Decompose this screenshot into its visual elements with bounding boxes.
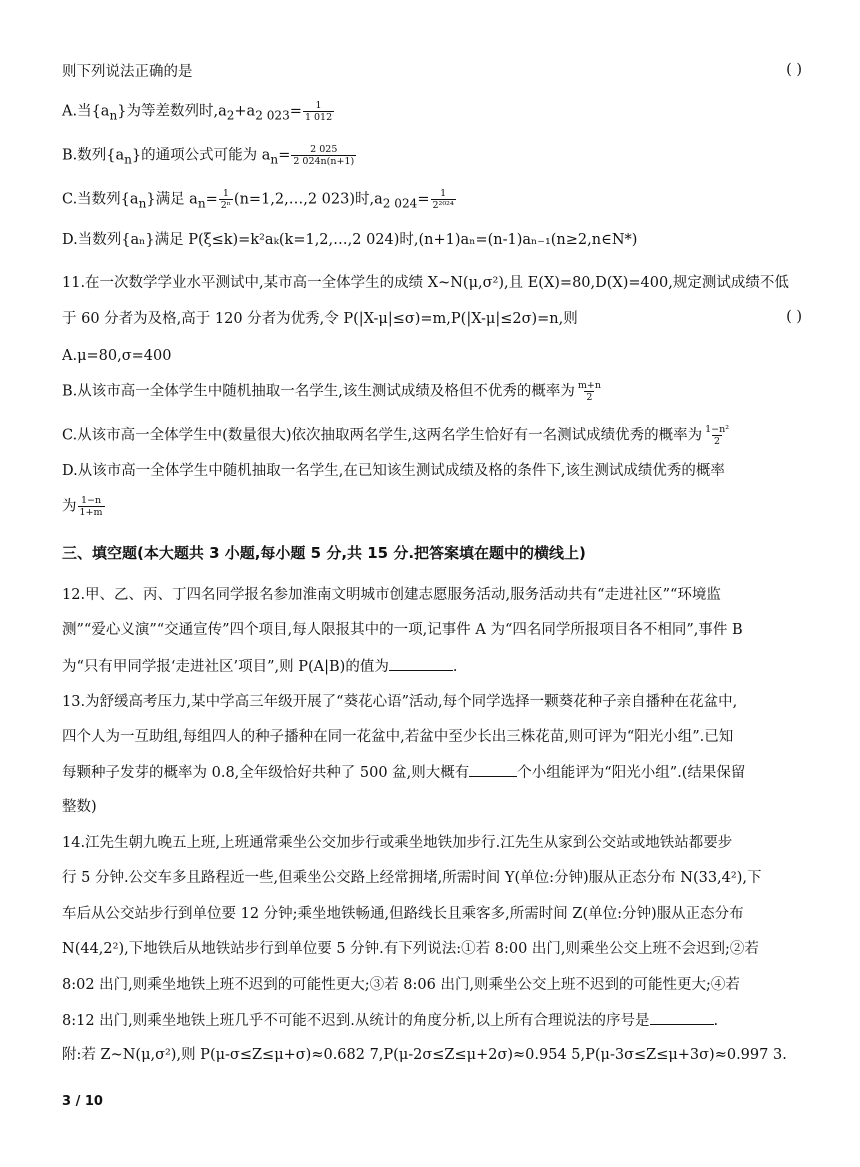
option-10c: C.当数列$\{a_n\}$满足 $a_n=$ $\frac{1}{\text{2ⁿ}}$ (n=1,2,…,2 023)时$,a_{2 024}=$ $\frac{1}{\text{2²⁰²⁴}}$ xyxy=(62,188,454,211)
answer-paren: ( ) xyxy=(786,62,802,78)
option-11d-line2: 为 $\frac{1-n}{1+m}$ xyxy=(62,495,103,518)
fraction: $\frac{2 025}{2 024n(n+1)}$ xyxy=(293,144,355,167)
question-11-line2: 于 60 分者为及格,高于 120 分者为优秀,令 P(|X-μ|≤σ)=m,P(|X-μ|≤2σ)=n,则 xyxy=(62,311,578,327)
option-11b: B.从该市高一全体学生中随机抽取一名学生,该生测试成绩及格但不优秀的概率为 $\frac{m+n}{2}$ xyxy=(62,380,601,403)
option-11c: C.从该市高一全体学生中(数量很大)依次抽取两名学生,这两名学生恰好有一名测试成绩优秀的概率为 $\frac{\text{1−n²}}{2}$ xyxy=(62,424,730,447)
question-14-line2: 行 5 分钟.公交车多且路程近一些,但乘坐公交路上经常拥堵,所需时间 Y(单位:分钟)服从正态分布 N(33,4²),下 xyxy=(62,870,762,886)
question-11-line1: 11.在一次数学学业水平测试中,某市高一全体学生的成绩 X~N(μ,σ²),且 E(X)=80,D(X)=400,规定测试成绩不低 xyxy=(62,275,789,291)
appendix-note: 附:若 Z~N(μ,σ²),则 P(μ-σ≤Z≤μ+σ)≈0.682 7,P(μ-2σ≤Z≤μ+2σ)≈0.954 5,P(μ-3σ≤Z≤μ+3σ)≈0.997 3. xyxy=(62,1047,787,1063)
question-13-line1: 13.为舒缓高考压力,某中学高三年级开展了“葵花心语”活动,每个同学选择一颗葵花种子亲自播种在花盆中, xyxy=(62,694,738,710)
question-stem: 则下列说法正确的是 xyxy=(62,64,193,80)
question-13-line4: 整数) xyxy=(62,799,97,815)
question-12-line2: 测”“爱心义演”“交通宣传”四个项目,每人限报其中的一项,记事件 A 为“四名同学所报项目各不相同”,事件 B xyxy=(62,622,743,638)
fraction: $\frac{1}{\text{2²⁰²⁴}}$ xyxy=(432,188,454,211)
fraction: $\frac{\text{1−n²}}{2}$ xyxy=(705,424,730,447)
option-11d-line1: D.从该市高一全体学生中随机抽取一名学生,在已知该生测试成绩及格的条件下,该生测试成绩优秀的概率 xyxy=(62,463,725,479)
question-14-line5: 8:02 出门,则乘坐地铁上班不迟到的可能性更大;③若 8:06 出门,则乘坐公交上班不迟到的可能性更大;④若 xyxy=(62,977,740,993)
answer-blank[interactable] xyxy=(389,656,453,671)
option-10a: A.当$\{a_n\}$为等差数列时$,a_2+a_{2 023}=$ $\frac{1}{1 012}$ xyxy=(62,100,333,123)
question-12-line1: 12.甲、乙、丙、丁四名同学报名参加淮南文明城市创建志愿服务活动,服务活动共有“走进社区”“环境监 xyxy=(62,587,721,603)
fraction: $\frac{1-n}{1+m}$ xyxy=(79,495,103,518)
answer-blank[interactable] xyxy=(650,1010,714,1025)
fraction: $\frac{1}{\text{2ⁿ}}$ xyxy=(220,188,231,211)
option-11a: A.μ=80,σ=400 xyxy=(62,348,172,364)
answer-paren: ( ) xyxy=(786,309,802,325)
answer-blank[interactable] xyxy=(469,762,517,777)
option-10d: D.当数列{aₙ}满足 P(ξ≤k)=k²aₖ(k=1,2,…,2 024)时,(n+1)aₙ=(n-1)aₙ₋₁(n≥2,n∈N*) xyxy=(62,232,638,248)
fraction: $\frac{1}{1 012}$ xyxy=(304,100,333,123)
fraction: $\frac{m+n}{2}$ xyxy=(577,380,601,403)
question-14-line4: N(44,2²),下地铁后从地铁站步行到单位要 5 分钟.有下列说法:①若 8:00 出门,则乘坐公交上班不会迟到;②若 xyxy=(62,941,759,957)
section-title: 三、填空题(本大题共 3 小题,每小题 5 分,共 15 分.把答案填在题中的横线上) xyxy=(62,544,586,562)
question-13-line3: 每颗种子发芽的概率为 0.8,全年级恰好共种了 500 盆,则大概有 个小组能评为“阳光小组”.(结果保留 xyxy=(62,762,802,783)
question-14-line1: 14.江先生朝九晚五上班,上班通常乘坐公交加步行或乘坐地铁加步行.江先生从家到公交站或地铁站都要步 xyxy=(62,835,733,851)
question-14-line3: 车后从公交站步行到单位要 12 分钟;乘坐地铁畅通,但路线长且乘客多,所需时间 Z(单位:分钟)服从正态分布 xyxy=(62,906,744,922)
page-number: 3 / 10 xyxy=(62,1094,103,1109)
option-10b: B.数列$\{a_n\}$的通项公式可能为 $a_n=$ $\frac{2 025}{2 024n(n+1)}$ xyxy=(62,144,355,167)
question-12-line3: 为“只有甲同学报‘走进社区’项目”,则 P(A|B)的值为 . xyxy=(62,656,802,677)
question-14-line6: 8:12 出门,则乘坐地铁上班几乎不可能不迟到.从统计的角度分析,以上所有合理说法的序号是 . xyxy=(62,1010,802,1031)
question-13-line2: 四个人为一互助组,每组四人的种子播种在同一花盆中,若盆中至少长出三株花苗,则可评为“阳光小组”.已知 xyxy=(62,729,734,745)
